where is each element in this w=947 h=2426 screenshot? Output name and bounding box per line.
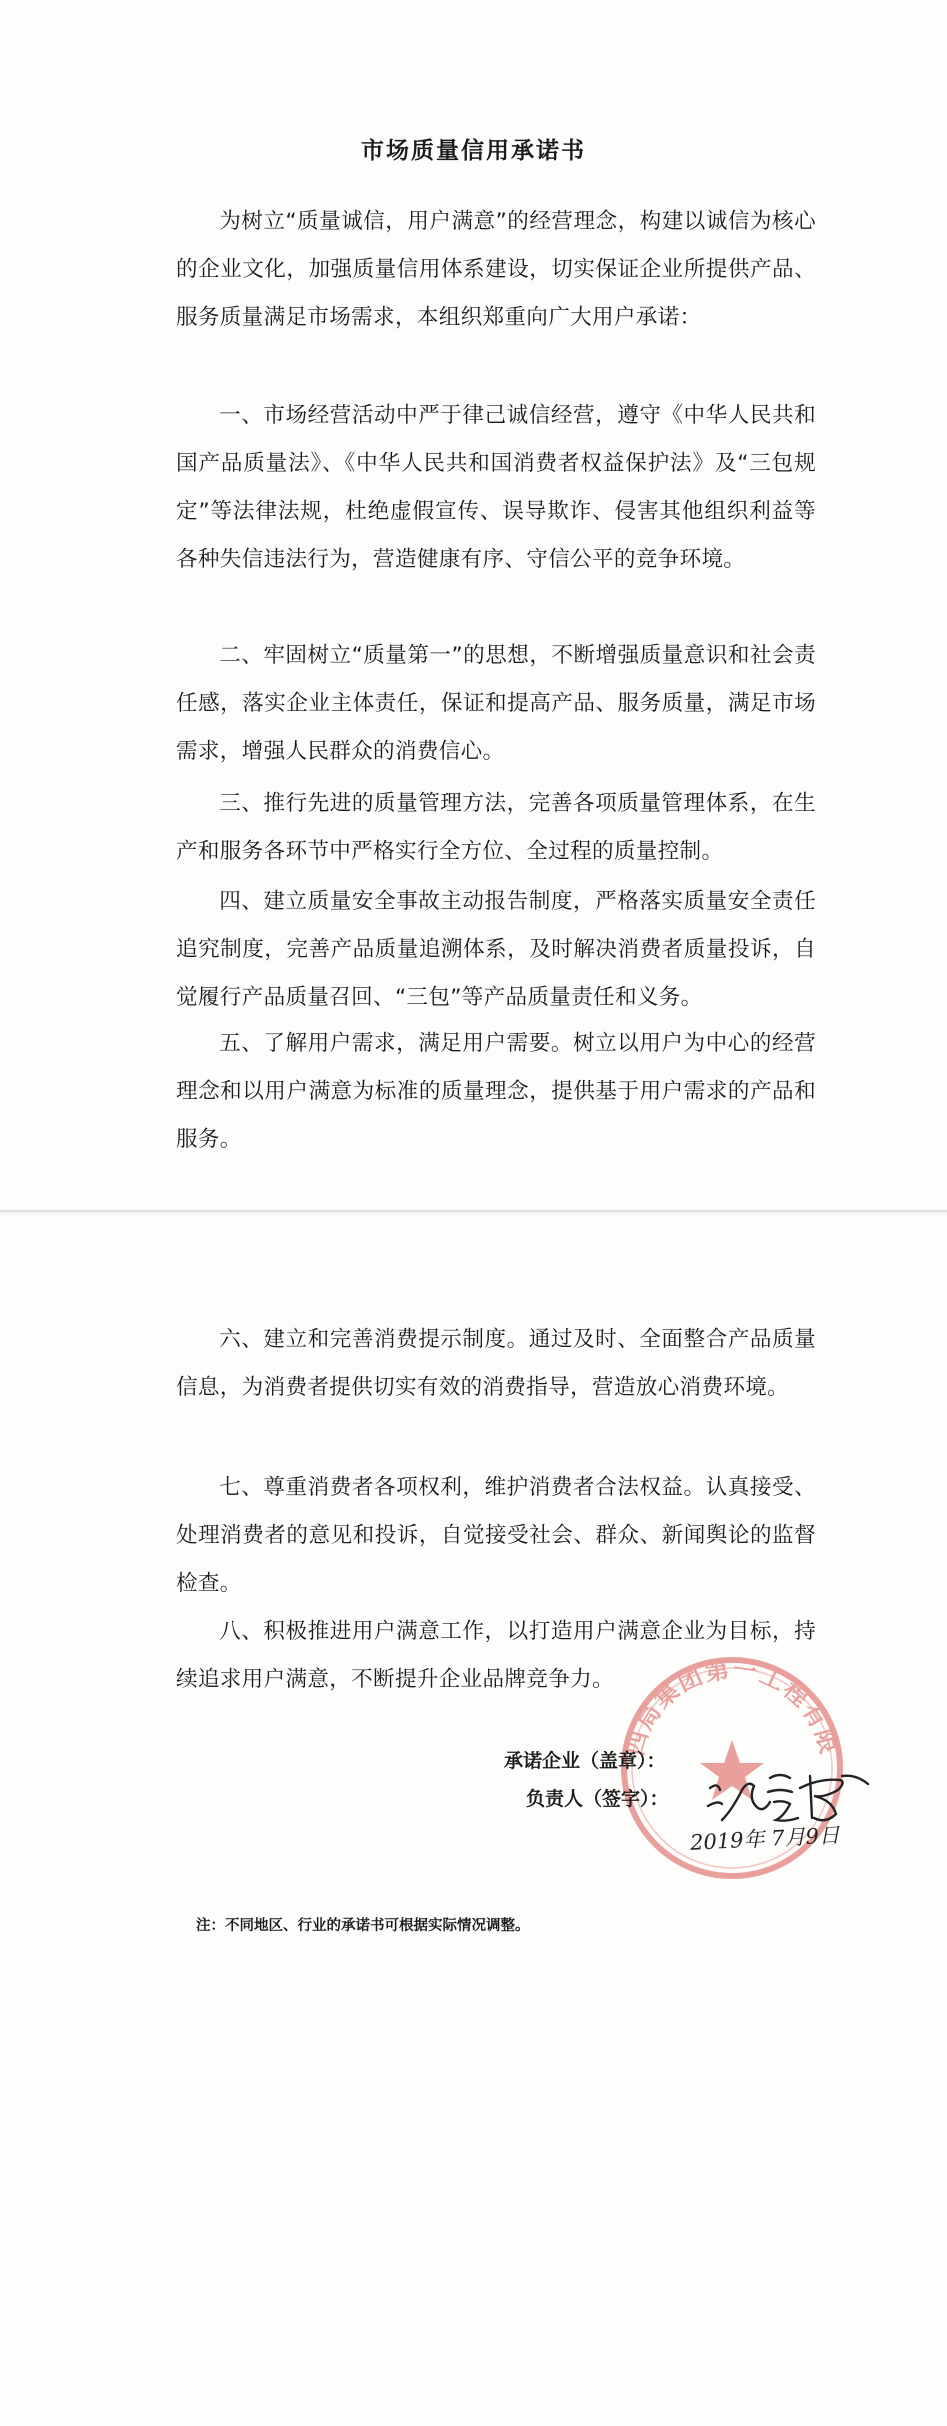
commitment-1: 一、市场经营活动中严于律己诚信经营，遵守《中华人民共和国产品质量法》、《中华人民共和国消费者权益保护法》及“三包规定”等法律法规，杜绝虚假宣传、误导欺诈、侵害其他组织利益等各种失信违法行为，营造健康有序、守信公平的竞争环境。 — [176, 403, 816, 572]
commitment-5: 五、了解用户需求，满足用户需要。树立以用户为中心的经营理念和以用户满意为标准的质量理念，提供基于用户需求的产品和服务。 — [176, 1031, 816, 1152]
signatory-label: 负责人（签字）： — [526, 1788, 669, 1810]
company-seal-label: 承诺企业（盖章）： — [504, 1750, 666, 1772]
commitment-7: 七、尊重消费者各项权利，维护消费者合法权益。认真接受、处理消费者的意见和投诉，自觉接受社会、群众、新闻舆论的监督检查。 — [176, 1475, 816, 1596]
footnote: 注：不同地区、行业的承诺书可根据实际情况调整。 — [196, 1918, 530, 1934]
document-page-2 — [0, 1218, 947, 2426]
intro-paragraph: 为树立“质量诚信，用户满意”的经营理念，构建以诚信为核心的企业文化，加强质量信用体系建设，切实保证企业所提供产品、服务质量满足市场需求，本组织郑重向广大用户承诺： — [176, 209, 816, 330]
commitment-2: 二、牢固树立“质量第一”的思想，不断增强质量意识和社会责任感，落实企业主体责任，保证和提高产品、服务质量，满足市场需求，增强人民群众的消费信心。 — [176, 643, 816, 764]
commitment-4: 四、建立质量安全事故主动报告制度，严格落实质量安全责任追究制度，完善产品质量追溯体系，及时解决消费者质量投诉，自觉履行产品质量召回、“三包”等产品质量责任和义务。 — [176, 889, 816, 1010]
signature-date-text: 2019年 7月9日 — [689, 1823, 841, 1855]
commitment-3: 三、推行先进的质量管理方法，完善各项质量管理体系，在生产和服务各环节中严格实行全方位、全过程的质量控制。 — [176, 791, 816, 864]
page-separator — [0, 1210, 947, 1218]
commitment-8: 八、积极推进用户满意工作，以打造用户满意企业为目标，持续追求用户满意，不断提升企业品牌竞争力。 — [176, 1619, 816, 1692]
seal-text: 四局集团第一工程有限 — [620, 1655, 844, 1759]
document-title: 市场质量信用承诺书 — [361, 138, 586, 164]
document-page-1 — [0, 0, 947, 1212]
signature-date — [690, 1813, 880, 1865]
commitment-6: 六、建立和完善消费提示制度。通过及时、全面整合产品质量信息，为消费者提供切实有效的消费指导，营造放心消费环境。 — [176, 1327, 816, 1400]
